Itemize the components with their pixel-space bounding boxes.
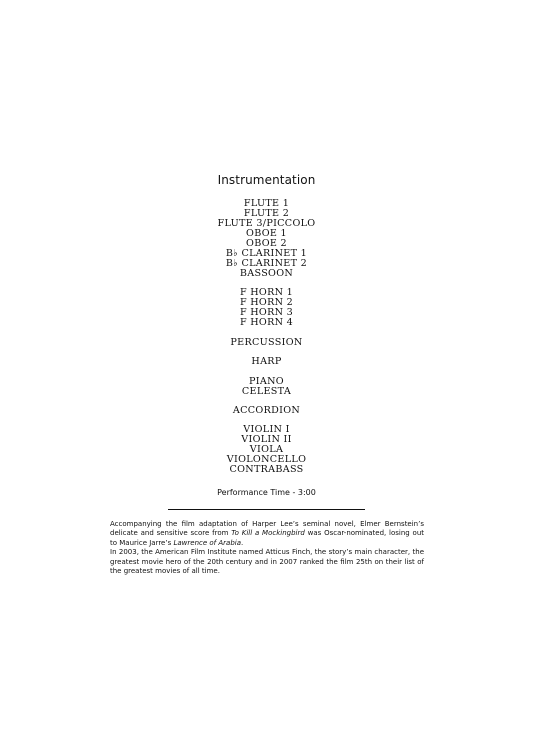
- instrument-item: HARP: [251, 356, 282, 368]
- instrument-item: F HORN 4: [239, 317, 294, 329]
- instrument-item: PERCUSSION: [230, 336, 303, 348]
- instrument-item: ACCORDION: [232, 404, 301, 416]
- instrument-item: FLUTE 1: [243, 198, 290, 209]
- accordion-group: [0, 406, 533, 416]
- page-title: Instrumentation: [217, 173, 316, 187]
- notes-paragraph: In 2003, the American Film Institute named Atticus Finch, the story’s main character, the greatest movie hero of the 20th century and in 2007 ranked the film 25th on their list of the greatest movies of all time.: [110, 548, 424, 576]
- instrument-item: CELESTA: [241, 385, 292, 397]
- instrument-list: [0, 199, 533, 485]
- instrument-item: VIOLIN I: [243, 424, 290, 436]
- program-notes: [110, 520, 424, 576]
- instrument-item: PIANO: [249, 375, 284, 387]
- film-title: To Kill a Mockingbird: [231, 529, 305, 538]
- instrument-item: B♭ CLARINET 2: [225, 258, 308, 269]
- instrument-item: B♭ CLARINET 1: [225, 248, 308, 259]
- strings-group: [0, 425, 533, 475]
- instrument-item: OBOE 2: [246, 238, 287, 249]
- notes-paragraph: [110, 520, 424, 548]
- instrument-item: F HORN 1: [239, 287, 294, 299]
- performance-time: Performance Time - 3:00: [217, 488, 316, 497]
- instrument-item: FLUTE 3/PICCOLO: [217, 218, 316, 229]
- film-title: Lawrence of Arabia: [173, 538, 241, 547]
- instrument-item: F HORN 3: [239, 307, 294, 319]
- notes-text: .: [241, 538, 244, 547]
- percussion-group: [0, 338, 533, 348]
- instrument-item: FLUTE 2: [243, 208, 290, 219]
- notes-text: was Oscar-nominated, losing out to Maurice Jarre’s: [110, 529, 425, 547]
- instrument-item: VIOLONCELLO: [226, 454, 307, 466]
- instrument-item: CONTRABASS: [229, 464, 304, 476]
- keyboard-group: [0, 377, 533, 397]
- notes-text: Accompanying the film adaptation of Harper Lee’s seminal novel, Elmer Bernstein’s delicate and sensitive score from: [110, 520, 424, 538]
- woodwinds-group: [0, 199, 533, 279]
- horns-group: [0, 288, 533, 328]
- instrument-item: VIOLA: [249, 444, 284, 456]
- harp-group: [0, 357, 533, 367]
- divider-rule: [168, 509, 365, 510]
- instrument-item: VIOLIN II: [241, 434, 292, 446]
- instrument-item: OBOE 1: [246, 228, 287, 239]
- instrument-item: F HORN 2: [239, 297, 294, 309]
- instrument-item: BASSOON: [239, 268, 294, 279]
